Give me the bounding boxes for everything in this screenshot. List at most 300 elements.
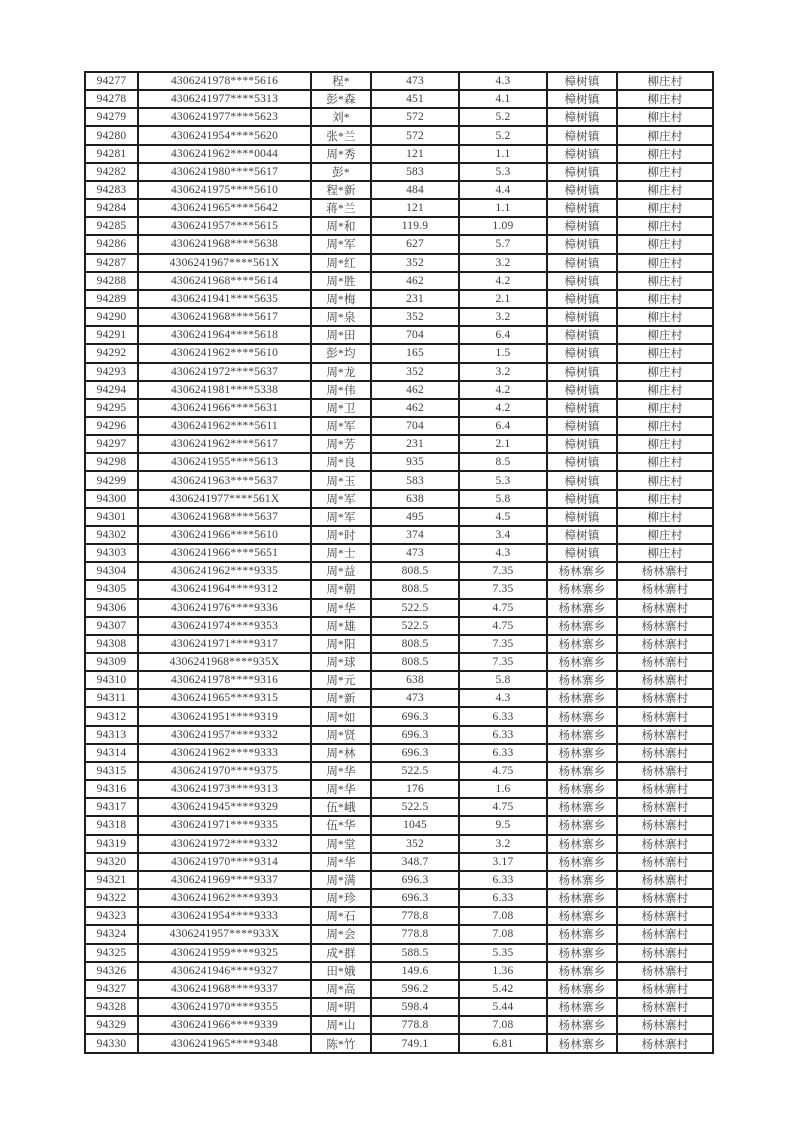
cell-area: 3.2 <box>459 308 547 326</box>
table-row <box>85 707 713 725</box>
cell-id_number: 4306241951****9319 <box>138 707 311 725</box>
cell-town: 杨林寨乡 <box>547 871 617 889</box>
cell-area: 6.33 <box>459 871 547 889</box>
cell-serial: 94281 <box>85 145 138 163</box>
cell-serial: 94317 <box>85 798 138 816</box>
cell-town: 樟树镇 <box>547 272 617 290</box>
cell-village: 柳庄村 <box>617 90 713 108</box>
cell-serial: 94299 <box>85 471 138 489</box>
cell-name: 周*石 <box>311 907 371 925</box>
cell-amount: 231 <box>371 290 459 308</box>
cell-serial: 94302 <box>85 526 138 544</box>
cell-area: 1.36 <box>459 962 547 980</box>
cell-amount: 638 <box>371 671 459 689</box>
cell-area: 1.6 <box>459 780 547 798</box>
cell-town: 樟树镇 <box>547 90 617 108</box>
table-row <box>85 72 713 90</box>
cell-serial: 94295 <box>85 399 138 417</box>
cell-id_number: 4306241968****935X <box>138 653 311 671</box>
table-row <box>85 471 713 489</box>
cell-area: 3.2 <box>459 363 547 381</box>
table-row <box>85 635 713 653</box>
cell-area: 6.33 <box>459 744 547 762</box>
cell-town: 杨林寨乡 <box>547 635 617 653</box>
cell-village: 柳庄村 <box>617 163 713 181</box>
cell-name: 周*珍 <box>311 889 371 907</box>
cell-serial: 94316 <box>85 780 138 798</box>
cell-village: 柳庄村 <box>617 108 713 126</box>
cell-serial: 94330 <box>85 1034 138 1053</box>
cell-name: 周*梅 <box>311 290 371 308</box>
cell-id_number: 4306241975****5610 <box>138 181 311 199</box>
cell-amount: 484 <box>371 181 459 199</box>
cell-id_number: 4306241965****5642 <box>138 199 311 217</box>
cell-town: 杨林寨乡 <box>547 689 617 707</box>
cell-id_number: 4306241962****9335 <box>138 562 311 580</box>
cell-amount: 462 <box>371 272 459 290</box>
cell-serial: 94277 <box>85 72 138 90</box>
cell-serial: 94322 <box>85 889 138 907</box>
cell-amount: 473 <box>371 72 459 90</box>
cell-amount: 696.3 <box>371 707 459 725</box>
cell-town: 杨林寨乡 <box>547 798 617 816</box>
cell-town: 杨林寨乡 <box>547 671 617 689</box>
cell-town: 杨林寨乡 <box>547 998 617 1016</box>
cell-area: 4.75 <box>459 599 547 617</box>
cell-amount: 374 <box>371 526 459 544</box>
cell-name: 周*军 <box>311 508 371 526</box>
cell-town: 樟树镇 <box>547 435 617 453</box>
cell-serial: 94278 <box>85 90 138 108</box>
cell-id_number: 4306241955****5613 <box>138 453 311 471</box>
cell-town: 樟树镇 <box>547 163 617 181</box>
cell-amount: 808.5 <box>371 653 459 671</box>
cell-amount: 598.4 <box>371 998 459 1016</box>
cell-name: 周*华 <box>311 853 371 871</box>
cell-serial: 94279 <box>85 108 138 126</box>
cell-amount: 522.5 <box>371 798 459 816</box>
cell-area: 7.35 <box>459 562 547 580</box>
cell-amount: 348.7 <box>371 853 459 871</box>
cell-id_number: 4306241981****5338 <box>138 381 311 399</box>
cell-area: 4.75 <box>459 762 547 780</box>
cell-town: 杨林寨乡 <box>547 762 617 780</box>
cell-id_number: 4306241970****9355 <box>138 998 311 1016</box>
cell-serial: 94282 <box>85 163 138 181</box>
cell-village: 杨林寨村 <box>617 998 713 1016</box>
cell-village: 杨林寨村 <box>617 962 713 980</box>
cell-name: 周*士 <box>311 544 371 562</box>
cell-village: 杨林寨村 <box>617 798 713 816</box>
cell-serial: 94326 <box>85 962 138 980</box>
cell-area: 1.5 <box>459 344 547 362</box>
cell-name: 程*新 <box>311 181 371 199</box>
cell-area: 5.7 <box>459 235 547 253</box>
cell-amount: 627 <box>371 235 459 253</box>
table-body <box>85 72 713 1053</box>
cell-area: 4.3 <box>459 544 547 562</box>
cell-town: 樟树镇 <box>547 108 617 126</box>
cell-village: 杨林寨村 <box>617 689 713 707</box>
cell-name: 周*良 <box>311 453 371 471</box>
cell-village: 柳庄村 <box>617 254 713 272</box>
cell-village: 柳庄村 <box>617 145 713 163</box>
cell-town: 杨林寨乡 <box>547 726 617 744</box>
cell-id_number: 4306241963****5637 <box>138 471 311 489</box>
cell-name: 周*贤 <box>311 726 371 744</box>
cell-amount: 583 <box>371 163 459 181</box>
cell-serial: 94292 <box>85 344 138 362</box>
cell-amount: 165 <box>371 344 459 362</box>
cell-area: 3.2 <box>459 254 547 272</box>
cell-amount: 572 <box>371 108 459 126</box>
table-row <box>85 780 713 798</box>
cell-serial: 94287 <box>85 254 138 272</box>
cell-amount: 696.3 <box>371 744 459 762</box>
table-row <box>85 399 713 417</box>
cell-id_number: 4306241978****5616 <box>138 72 311 90</box>
cell-amount: 522.5 <box>371 762 459 780</box>
cell-amount: 749.1 <box>371 1034 459 1053</box>
cell-area: 5.35 <box>459 944 547 962</box>
table-row <box>85 871 713 889</box>
cell-name: 周*益 <box>311 562 371 580</box>
table-row <box>85 835 713 853</box>
cell-town: 樟树镇 <box>547 217 617 235</box>
cell-area: 5.3 <box>459 471 547 489</box>
cell-town: 樟树镇 <box>547 417 617 435</box>
cell-name: 周*华 <box>311 599 371 617</box>
cell-town: 樟树镇 <box>547 72 617 90</box>
table-row <box>85 363 713 381</box>
cell-id_number: 4306241970****9375 <box>138 762 311 780</box>
cell-serial: 94293 <box>85 363 138 381</box>
cell-amount: 588.5 <box>371 944 459 962</box>
cell-town: 樟树镇 <box>547 254 617 272</box>
cell-town: 杨林寨乡 <box>547 580 617 598</box>
table-row <box>85 907 713 925</box>
table-row <box>85 816 713 834</box>
cell-area: 5.44 <box>459 998 547 1016</box>
cell-name: 周*雄 <box>311 617 371 635</box>
table-row <box>85 944 713 962</box>
cell-serial: 94280 <box>85 126 138 144</box>
cell-id_number: 4306241962****9393 <box>138 889 311 907</box>
cell-town: 樟树镇 <box>547 381 617 399</box>
cell-id_number: 4306241978****9316 <box>138 671 311 689</box>
cell-village: 杨林寨村 <box>617 925 713 943</box>
cell-town: 樟树镇 <box>547 235 617 253</box>
cell-amount: 462 <box>371 381 459 399</box>
cell-area: 1.1 <box>459 145 547 163</box>
table-row <box>85 762 713 780</box>
cell-serial: 94288 <box>85 272 138 290</box>
cell-village: 杨林寨村 <box>617 744 713 762</box>
table-row <box>85 889 713 907</box>
cell-name: 伍*华 <box>311 816 371 834</box>
cell-serial: 94285 <box>85 217 138 235</box>
cell-area: 7.35 <box>459 635 547 653</box>
cell-id_number: 4306241964****5618 <box>138 326 311 344</box>
cell-name: 周*会 <box>311 925 371 943</box>
table-row <box>85 326 713 344</box>
cell-amount: 352 <box>371 308 459 326</box>
cell-village: 杨林寨村 <box>617 562 713 580</box>
table-row <box>85 744 713 762</box>
cell-id_number: 4306241973****9313 <box>138 780 311 798</box>
cell-id_number: 4306241957****5615 <box>138 217 311 235</box>
table-row <box>85 217 713 235</box>
cell-serial: 94320 <box>85 853 138 871</box>
cell-name: 程* <box>311 72 371 90</box>
table-row <box>85 108 713 126</box>
cell-town: 樟树镇 <box>547 290 617 308</box>
cell-town: 樟树镇 <box>547 326 617 344</box>
cell-town: 杨林寨乡 <box>547 889 617 907</box>
cell-amount: 121 <box>371 199 459 217</box>
cell-village: 杨林寨村 <box>617 653 713 671</box>
cell-area: 6.81 <box>459 1034 547 1053</box>
cell-name: 彭*均 <box>311 344 371 362</box>
cell-village: 柳庄村 <box>617 308 713 326</box>
table-row <box>85 544 713 562</box>
table-row <box>85 308 713 326</box>
cell-town: 樟树镇 <box>547 145 617 163</box>
cell-area: 4.2 <box>459 381 547 399</box>
cell-serial: 94312 <box>85 707 138 725</box>
cell-serial: 94297 <box>85 435 138 453</box>
cell-town: 樟树镇 <box>547 363 617 381</box>
cell-name: 田*娥 <box>311 962 371 980</box>
cell-town: 杨林寨乡 <box>547 780 617 798</box>
cell-amount: 638 <box>371 490 459 508</box>
table-row <box>85 272 713 290</box>
cell-village: 杨林寨村 <box>617 635 713 653</box>
cell-name: 成*群 <box>311 944 371 962</box>
cell-amount: 119.9 <box>371 217 459 235</box>
cell-serial: 94305 <box>85 580 138 598</box>
cell-serial: 94301 <box>85 508 138 526</box>
cell-amount: 935 <box>371 453 459 471</box>
cell-town: 杨林寨乡 <box>547 816 617 834</box>
table-row <box>85 562 713 580</box>
cell-id_number: 4306241957****9332 <box>138 726 311 744</box>
cell-area: 5.8 <box>459 671 547 689</box>
cell-serial: 94286 <box>85 235 138 253</box>
cell-area: 7.08 <box>459 925 547 943</box>
cell-serial: 94307 <box>85 617 138 635</box>
cell-amount: 696.3 <box>371 726 459 744</box>
cell-area: 2.1 <box>459 290 547 308</box>
table-row <box>85 599 713 617</box>
cell-amount: 352 <box>371 363 459 381</box>
cell-area: 7.08 <box>459 1016 547 1034</box>
cell-town: 杨林寨乡 <box>547 980 617 998</box>
cell-village: 杨林寨村 <box>617 762 713 780</box>
table-row <box>85 235 713 253</box>
cell-amount: 808.5 <box>371 635 459 653</box>
cell-village: 柳庄村 <box>617 435 713 453</box>
cell-serial: 94323 <box>85 907 138 925</box>
cell-area: 4.75 <box>459 798 547 816</box>
cell-area: 4.3 <box>459 72 547 90</box>
cell-name: 周*朝 <box>311 580 371 598</box>
cell-serial: 94318 <box>85 816 138 834</box>
cell-amount: 352 <box>371 254 459 272</box>
cell-id_number: 4306241968****9337 <box>138 980 311 998</box>
cell-serial: 94291 <box>85 326 138 344</box>
cell-serial: 94314 <box>85 744 138 762</box>
cell-village: 杨林寨村 <box>617 853 713 871</box>
cell-area: 7.35 <box>459 653 547 671</box>
cell-name: 周*军 <box>311 417 371 435</box>
cell-name: 周*元 <box>311 671 371 689</box>
cell-id_number: 4306241962****5617 <box>138 435 311 453</box>
cell-amount: 231 <box>371 435 459 453</box>
cell-name: 周*红 <box>311 254 371 272</box>
cell-area: 7.08 <box>459 907 547 925</box>
table-row <box>85 381 713 399</box>
cell-area: 4.3 <box>459 689 547 707</box>
cell-id_number: 4306241977****561X <box>138 490 311 508</box>
cell-village: 杨林寨村 <box>617 671 713 689</box>
cell-name: 周*田 <box>311 326 371 344</box>
cell-amount: 572 <box>371 126 459 144</box>
beneficiary-table <box>84 71 714 1054</box>
cell-id_number: 4306241966****5610 <box>138 526 311 544</box>
cell-name: 周*新 <box>311 689 371 707</box>
cell-serial: 94315 <box>85 762 138 780</box>
cell-name: 周*林 <box>311 744 371 762</box>
cell-name: 周*芳 <box>311 435 371 453</box>
cell-amount: 473 <box>371 689 459 707</box>
cell-id_number: 4306241966****5631 <box>138 399 311 417</box>
table-row <box>85 689 713 707</box>
cell-area: 8.5 <box>459 453 547 471</box>
cell-id_number: 4306241976****9336 <box>138 599 311 617</box>
cell-serial: 94289 <box>85 290 138 308</box>
cell-town: 杨林寨乡 <box>547 1034 617 1053</box>
cell-area: 4.2 <box>459 272 547 290</box>
cell-village: 柳庄村 <box>617 217 713 235</box>
cell-town: 杨林寨乡 <box>547 925 617 943</box>
cell-area: 9.5 <box>459 816 547 834</box>
cell-area: 4.4 <box>459 181 547 199</box>
cell-name: 周*华 <box>311 780 371 798</box>
cell-name: 周*如 <box>311 707 371 725</box>
cell-amount: 583 <box>371 471 459 489</box>
cell-town: 杨林寨乡 <box>547 707 617 725</box>
cell-serial: 94294 <box>85 381 138 399</box>
cell-village: 柳庄村 <box>617 235 713 253</box>
cell-name: 周*泉 <box>311 308 371 326</box>
cell-village: 杨林寨村 <box>617 980 713 998</box>
cell-village: 杨林寨村 <box>617 871 713 889</box>
cell-name: 伍*峨 <box>311 798 371 816</box>
cell-serial: 94290 <box>85 308 138 326</box>
cell-village: 柳庄村 <box>617 471 713 489</box>
cell-area: 3.17 <box>459 853 547 871</box>
cell-area: 6.33 <box>459 707 547 725</box>
cell-name: 周*球 <box>311 653 371 671</box>
cell-amount: 704 <box>371 417 459 435</box>
cell-name: 彭* <box>311 163 371 181</box>
cell-area: 1.1 <box>459 199 547 217</box>
cell-amount: 596.2 <box>371 980 459 998</box>
cell-name: 周*明 <box>311 998 371 1016</box>
cell-id_number: 4306241964****9312 <box>138 580 311 598</box>
cell-amount: 696.3 <box>371 889 459 907</box>
table-row <box>85 671 713 689</box>
cell-serial: 94296 <box>85 417 138 435</box>
cell-town: 樟树镇 <box>547 199 617 217</box>
cell-name: 周*军 <box>311 235 371 253</box>
cell-area: 4.2 <box>459 399 547 417</box>
table-row <box>85 181 713 199</box>
cell-name: 周*玉 <box>311 471 371 489</box>
cell-town: 杨林寨乡 <box>547 599 617 617</box>
cell-area: 4.75 <box>459 617 547 635</box>
cell-area: 6.33 <box>459 889 547 907</box>
cell-village: 柳庄村 <box>617 272 713 290</box>
cell-serial: 94310 <box>85 671 138 689</box>
table-row <box>85 254 713 272</box>
cell-id_number: 4306241962****5610 <box>138 344 311 362</box>
cell-town: 樟树镇 <box>547 453 617 471</box>
cell-serial: 94313 <box>85 726 138 744</box>
cell-village: 柳庄村 <box>617 126 713 144</box>
cell-village: 杨林寨村 <box>617 944 713 962</box>
cell-id_number: 4306241972****5637 <box>138 363 311 381</box>
cell-id_number: 4306241968****5614 <box>138 272 311 290</box>
cell-area: 5.8 <box>459 490 547 508</box>
table-row <box>85 453 713 471</box>
cell-id_number: 4306241962****0044 <box>138 145 311 163</box>
cell-id_number: 4306241977****5313 <box>138 90 311 108</box>
table-row <box>85 90 713 108</box>
cell-amount: 462 <box>371 399 459 417</box>
table-row <box>85 580 713 598</box>
cell-town: 杨林寨乡 <box>547 1016 617 1034</box>
cell-serial: 94328 <box>85 998 138 1016</box>
cell-area: 4.1 <box>459 90 547 108</box>
cell-town: 樟树镇 <box>547 508 617 526</box>
cell-town: 樟树镇 <box>547 344 617 362</box>
table-row <box>85 1016 713 1034</box>
cell-serial: 94324 <box>85 925 138 943</box>
cell-village: 柳庄村 <box>617 526 713 544</box>
cell-village: 杨林寨村 <box>617 835 713 853</box>
cell-town: 樟树镇 <box>547 526 617 544</box>
cell-village: 杨林寨村 <box>617 907 713 925</box>
cell-serial: 94329 <box>85 1016 138 1034</box>
cell-town: 杨林寨乡 <box>547 853 617 871</box>
cell-amount: 808.5 <box>371 562 459 580</box>
cell-name: 周*和 <box>311 217 371 235</box>
cell-village: 柳庄村 <box>617 344 713 362</box>
table-row <box>85 508 713 526</box>
cell-name: 周*龙 <box>311 363 371 381</box>
cell-village: 杨林寨村 <box>617 707 713 725</box>
cell-name: 周*山 <box>311 1016 371 1034</box>
table-row <box>85 998 713 1016</box>
cell-area: 3.2 <box>459 835 547 853</box>
cell-amount: 1045 <box>371 816 459 834</box>
cell-town: 樟树镇 <box>547 399 617 417</box>
table-row <box>85 853 713 871</box>
table-row <box>85 1034 713 1053</box>
cell-serial: 94327 <box>85 980 138 998</box>
